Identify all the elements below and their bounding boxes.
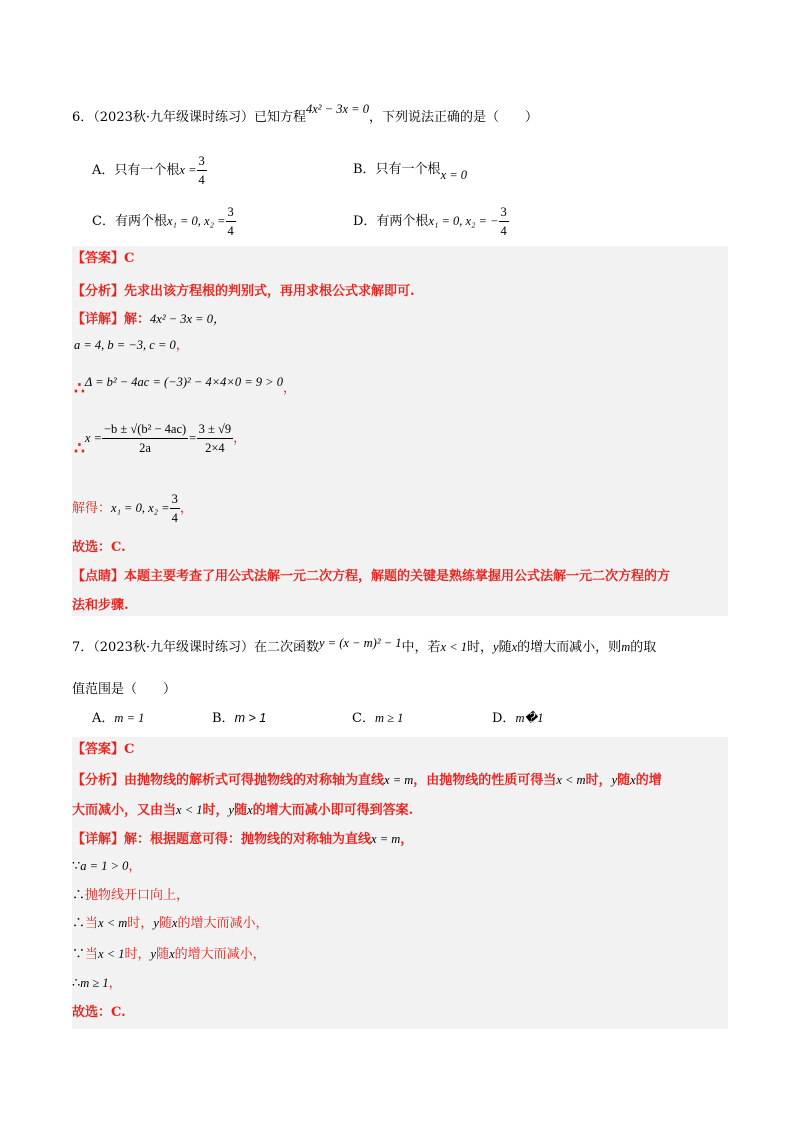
q7-analysis-line2: 大而减小，又由当x < 1时，y随x的增大而减小即可得到答案.: [72, 803, 414, 818]
q6-option-a: A．只有一个根x = $\frac{3}{4}$: [92, 154, 205, 187]
q6-solve-line: 解得：x₁ = 0, x₂ = $\frac{3}{4}$ ，: [72, 492, 193, 525]
fraction: $\frac{3 \pm √9}{2\times 4}$: [198, 422, 232, 455]
q7-choose-line: 故选：C.: [72, 1005, 126, 1020]
q6-abc-line: a = 4, b = −3, c = 0，: [74, 338, 189, 353]
q6-option-b: B．只有一个根x = 0: [353, 162, 468, 182]
q7-option-c: C．m ≥ 1: [352, 711, 404, 726]
q7-detail-line3: ∴抛物线开口向上，: [72, 888, 190, 903]
q7-option-d: D．m�1: [492, 711, 544, 726]
fraction: $\frac{3}{4}$: [171, 492, 178, 525]
q7-analysis-line1: 【分析】由抛物线的解析式可得抛物线的对称轴为直线x = m，由抛物线的性质可得当x < m时，y随x的增: [72, 773, 662, 788]
q6-delta-line: ∴Δ = b² − 4ac = (−3)² − 4×4×0 = 9 > 0，: [74, 375, 296, 399]
q6-detail-line: 【详解】解：4x² − 3x = 0，: [72, 312, 226, 327]
q7-detail-line5: ∵当x < 1时，y随x的增大而减小，: [72, 947, 266, 962]
q6-stem: [72, 102, 538, 127]
q7-stem-line1: 7．（2023秋·九年级课时练习）在二次函数y = (x − m)² − 1中，若x < 1时，y随x的增大而减小，则m的取: [72, 636, 657, 655]
q7-detail-line4: ∴当x < m时，y随x的增大而减小，: [72, 916, 269, 931]
fraction: $\frac{3}{4}$: [198, 154, 205, 187]
q6-choose-line: 故选：C.: [72, 540, 126, 555]
q6-equation: 4x² − 3x = 0: [306, 102, 369, 116]
q7-answer-line: 【答案】C: [72, 742, 135, 757]
q6-formula-line: ∴x = $\frac{\text{−b ± √(b² − 4ac)}}{2a}$ = $\frac{3 \pm √9}{2\times 4}$ ，: [74, 422, 247, 459]
q6-stem-prefix: 6．（2023秋·九年级课时练习）已知方程: [72, 110, 306, 125]
q6-option-d: D．有两个根x₁ = 0, x₂ = − $\frac{3}{4}$: [353, 205, 507, 238]
q6-analysis-line: 【分析】先求出该方程根的判别式，再用求根公式求解即可.: [72, 284, 415, 299]
q7-option-a: A．m = 1: [92, 711, 145, 726]
q6-comment-line2: 法和步骤.: [72, 598, 129, 613]
fraction: $\frac{3}{4}$: [500, 205, 507, 238]
q7-stem-line2: 值范围是（ ）: [72, 682, 177, 697]
q6-answer-line: 【答案】C: [72, 251, 135, 266]
q7-option-b: B．m > 1: [212, 711, 267, 726]
q6-stem-suffix: ，下列说法正确的是（ ）: [368, 110, 538, 125]
fraction: $\frac{3}{4}$: [227, 205, 234, 238]
q6-option-c: C．有两个根x₁ = 0, x₂ = $\frac{3}{4}$: [92, 205, 234, 238]
q7-detail-line6: ∴m ≥ 1，: [72, 976, 122, 991]
q7-detail-line2: ∵a = 1 > 0，: [72, 859, 142, 874]
q6-comment-line1: 【点睛】本题主要考查了用公式法解一元二次方程，解题的关键是熟练掌握用公式法解一元二次方程的方: [72, 569, 671, 584]
q7-detail-line1: 【详解】解：根据题意可得：抛物线的对称轴为直线x = m，: [72, 832, 414, 847]
fraction: $\frac{\text{−b ± √(b² − 4ac)}}{2a}$: [103, 422, 187, 455]
